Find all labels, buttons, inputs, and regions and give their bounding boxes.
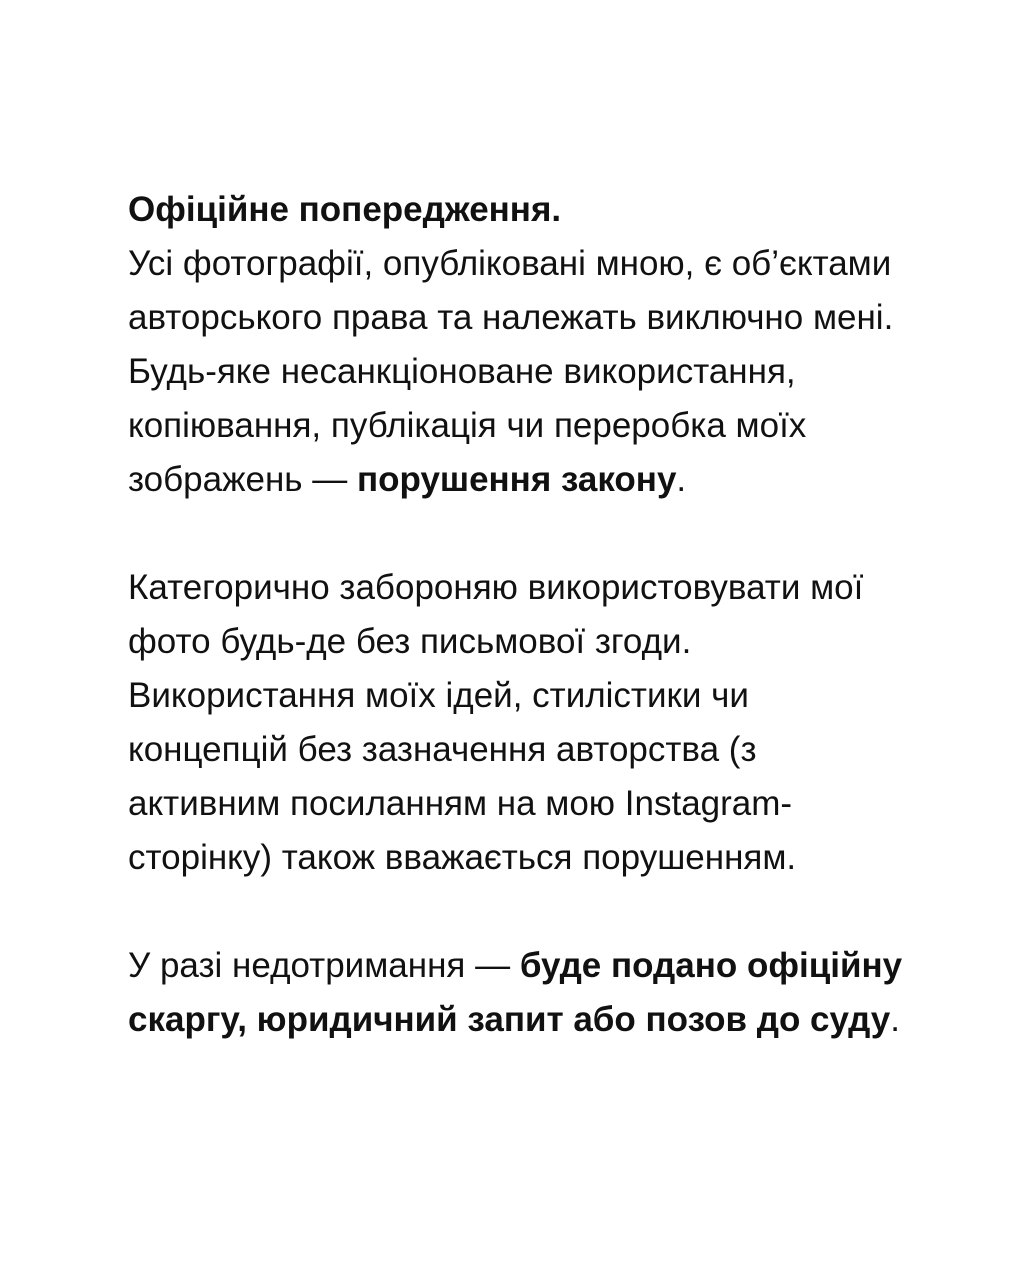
notice-p3-bold: буде подано офіційну скаргу, юридичний запит або позов до суду bbox=[128, 946, 903, 1039]
notice-paragraph-2 bbox=[128, 561, 908, 885]
notice-heading: Офіційне попередження. bbox=[128, 190, 562, 229]
notice-p3-end: . bbox=[890, 1000, 900, 1039]
notice-paragraph-3 bbox=[128, 939, 908, 1047]
notice-paragraph-1 bbox=[128, 183, 908, 507]
notice-p1-text: Усі фотографії, опубліковані мною, є об’єктами авторського права та належать виключно мені. Будь-яке несанкціоноване використання, копіювання, публікація чи переробка моїх зображень — bbox=[128, 244, 894, 499]
copyright-notice bbox=[128, 183, 908, 1047]
notice-p1-bold: порушення закону bbox=[357, 460, 677, 499]
notice-p3-text: У разі недотримання — bbox=[128, 946, 520, 985]
notice-p2-text: Категорично забороняю використовувати мої фото будь-де без письмової згоди. Використання моїх ідей, стилістики чи концепцій без зазначення авторства (з активним посиланням на мою Instagram-сторінку) також вважається порушенням. bbox=[128, 568, 864, 877]
notice-p1-end: . bbox=[676, 460, 687, 499]
